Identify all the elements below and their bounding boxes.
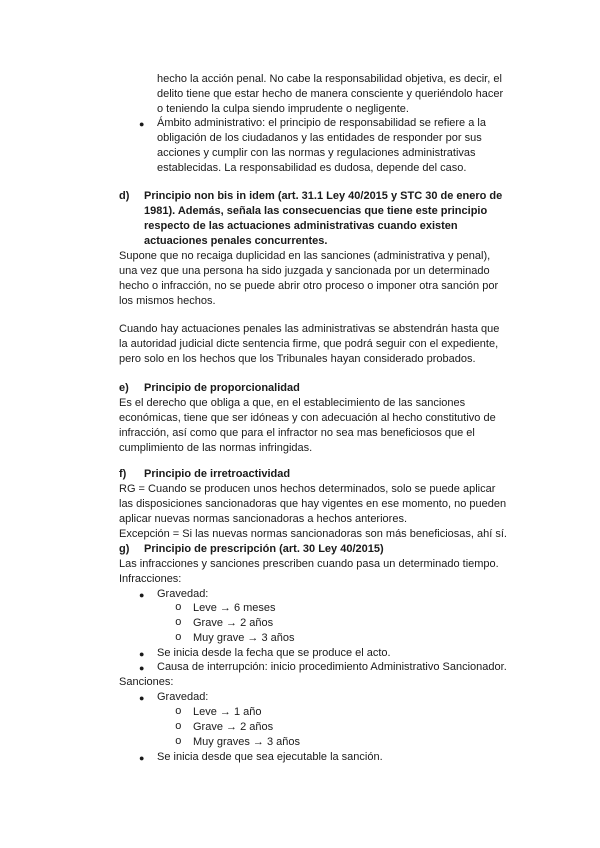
sancion-level: Leve → 1 año [193,706,262,718]
infracciones-title: Infracciones: [119,573,182,585]
bullet-icon: ● [139,119,145,129]
sancion-level: Grave → 2 años [193,721,274,733]
ambito-line: acciones y cumplir con las normas y regulaciones administrativas [157,147,476,159]
section-e-label: e) [119,382,129,394]
circle-bullet-icon: o [175,706,182,718]
section-d-heading: Principio non bis in idem (art. 31.1 Ley 40/2015 y STC 30 de enero de [144,190,503,202]
ambito-line: Ámbito administrativo: el principio de responsabilidad se refiere a la [157,117,486,129]
bullet-icon: ● [139,649,145,659]
section-e-heading: Principio de proporcionalidad [144,382,300,394]
section-f-label: f) [119,468,127,480]
section-d-heading: 1981). Además, señala las consecuencias que tiene este principio [144,205,488,217]
bullet-icon: ● [139,590,145,600]
circle-bullet-icon: o [175,617,182,629]
ambito-line: obligación de los ciudadanos y las entidades de responder por sus [157,132,482,144]
circle-bullet-icon: o [175,602,182,614]
circle-bullet-icon: o [175,632,182,644]
circle-bullet-icon: o [175,736,182,748]
infraccion-level: Grave → 2 años [193,617,274,629]
section-e-paragraph: Es el derecho que obliga a que, en el establecimiento de las sanciones [119,397,466,409]
section-d-paragraph: Supone que no recaiga duplicidad en las sanciones (administrativa y penal), [119,250,491,262]
intro-line: o teniendo la culpa siendo imprudente o negligente. [157,103,409,115]
section-e-paragraph: infracción, así como que para el infractor no sea mas beneficiosos que el [119,427,475,439]
section-f-paragraph: aplicar nuevas normas sancionadoras a hechos anteriores. [119,513,407,525]
circle-bullet-icon: o [175,721,182,733]
infracciones-gravedad: Gravedad: [157,588,209,600]
ambito-line: establecidas. La responsabilidad es dudosa, depende del caso. [157,162,467,174]
section-g-heading: Principio de prescripción (art. 30 Ley 40/2015) [144,543,384,555]
section-f-paragraph: RG = Cuando se producen unos hechos determinados, solo se puede aplicar [119,483,496,495]
section-e-paragraph: cumplimiento de las normas infringidas. [119,442,313,454]
section-f-heading: Principio de irretroactividad [144,468,291,480]
intro-line: delito tiene que estar hecho de manera consciente y queriéndolo hacer [157,88,504,100]
section-d-paragraph: una vez que una persona ha sido juzgada y sancionada por un determinado [119,265,490,277]
sanciones-gravedad: Gravedad: [157,691,209,703]
sanciones-title: Sanciones: [119,676,174,688]
section-d-paragraph: pero solo en los hechos que los Tribunales hayan considerado probados. [119,353,476,365]
infraccion-level: Leve → 6 meses [193,602,276,614]
intro-line: hecho la acción penal. No cabe la responsabilidad objetiva, es decir, el [157,73,502,85]
section-f-paragraph: Excepción = Si las nuevas normas sancionadoras son más beneficiosas, ahí sí. [119,528,507,540]
infracciones-interrupcion: Causa de interrupción: inicio procedimiento Administrativo Sancionador. [157,661,507,673]
section-d-paragraph: Cuando hay actuaciones penales las administrativas se abstendrán hasta que [119,323,500,335]
sancion-level: Muy graves → 3 años [193,736,300,748]
infraccion-level: Muy grave → 3 años [193,632,295,644]
section-d-heading: respecto de las actuaciones administrativas cuando existen [144,220,458,232]
section-d-paragraph: la autoridad judicial dicte sentencia firme, que podrá seguir con el expediente, [119,338,499,350]
section-g-label: g) [119,543,130,555]
section-d-paragraph: los mismos hechos. [119,295,216,307]
bullet-icon: ● [139,693,145,703]
section-d-paragraph: hecho o infracción, no se puede abrir otro proceso o imponer otra sanción por [119,280,499,292]
section-f-paragraph: las disposiciones sancionadoras que hay vigentes en ese momento, no pueden [119,498,507,510]
section-g-intro: Las infracciones y sanciones prescriben cuando pasa un determinado tiempo. [119,558,499,570]
infracciones-inicio: Se inicia desde la fecha que se produce el acto. [157,647,391,659]
section-e-paragraph: económicas, tiene que ser idóneas y con adecuación al hecho constitutivo de [119,412,496,424]
bullet-icon: ● [139,663,145,673]
section-d-label: d) [119,190,130,202]
section-d-heading: actuaciones penales concurrentes. [144,235,328,247]
bullet-icon: ● [139,753,145,763]
sanciones-inicio: Se inicia desde que sea ejecutable la sanción. [157,751,383,763]
